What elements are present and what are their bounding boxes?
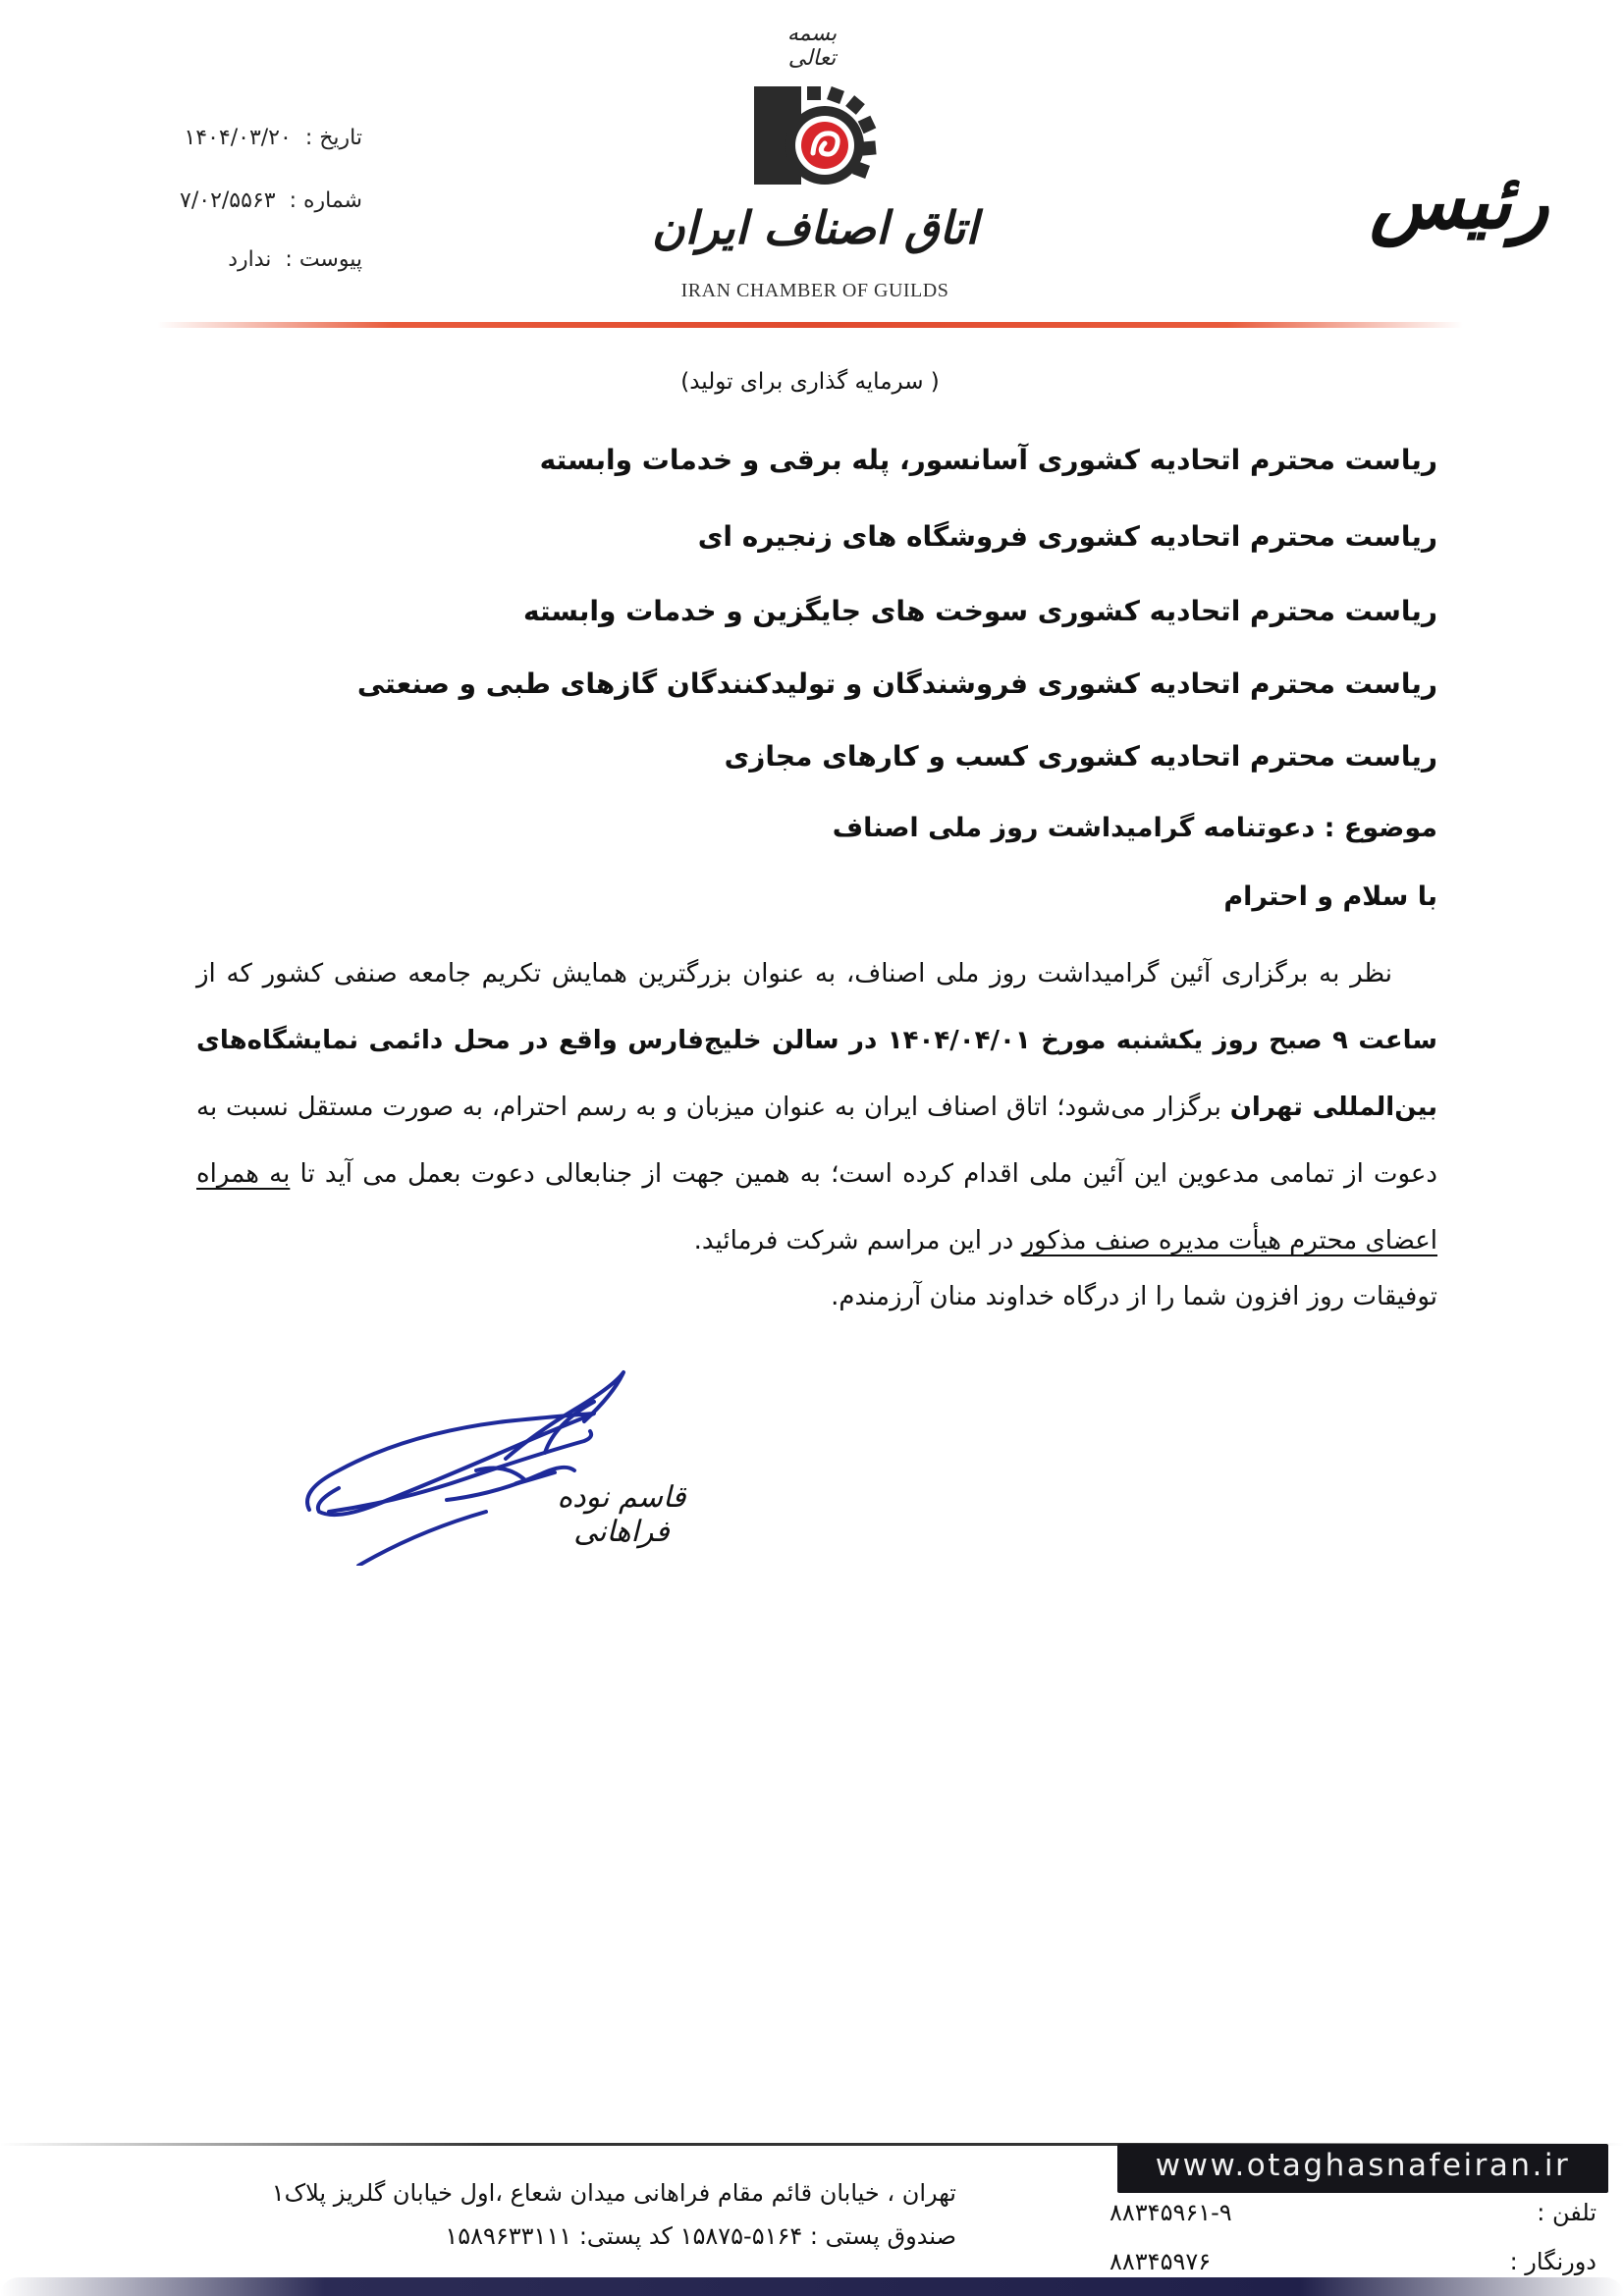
number-value: ۷/۰۲/۵۵۶۳ <box>180 188 276 213</box>
recipient-line: ریاست محترم اتحادیه کشوری کسب و کارهای مجازی <box>724 740 1437 773</box>
phone-label: تلفن : <box>1537 2199 1597 2226</box>
bismillah-text: بسمه تعالی <box>786 22 838 71</box>
meta-date-row <box>68 126 362 150</box>
meta-number-row <box>68 188 362 213</box>
fax-value: ۸۸۳۴۵۹۷۶ <box>1110 2248 1212 2275</box>
org-name-persian: اتاق اصناف ایران <box>651 201 979 254</box>
phone-value: ۸۸۳۴۵۹۶۱-۹ <box>1110 2199 1232 2226</box>
number-label: شماره : <box>289 188 362 213</box>
meta-attachment-row <box>68 247 362 272</box>
signer-name: قاسم نوده فراهانی <box>557 1480 686 1549</box>
org-name-english: IRAN CHAMBER OF GUILDS <box>680 280 949 301</box>
office-title: رئیس <box>1370 157 1549 246</box>
body-text-part1: نظر به برگزاری آئین گرامیداشت روز ملی اصناف، به عنوان بزرگترین همایش تکریم جامعه صنفی کشور که از <box>196 959 1392 988</box>
body-text-underlined: به همراه اعضای محترم هیأت مدیره صنف مذکور <box>196 1159 1437 1255</box>
address-line-2: صندوق پستی : ۵۱۶۴-۱۵۸۷۵ کد پستی: ۱۵۸۹۶۳۳۱۱۱ <box>445 2222 956 2250</box>
attachment-label: پیوست : <box>285 247 362 272</box>
recipient-line: ریاست محترم اتحادیه کشوری آسانسور، پله برقی و خدمات وابسته <box>539 444 1437 476</box>
letter-subject: موضوع : دعوتنامه گرامیداشت روز ملی اصناف <box>832 813 1437 843</box>
body-text-part2: برگزار می‌شود؛ اتاق اصناف ایران به عنوان میزبان و به رسم احترام، به صورت مستقل نسبت به دعوت از تمامی مدعوین این آئین ملی اقدام کرده است؛ به همین جهت از جنابعالی دعوت بعمل می آید تا <box>196 1093 1438 1189</box>
slogan: ( سرمایه گذاری برای تولید) <box>680 369 940 395</box>
letter-closing: توفیقات روز افزون شما را از درگاه خداوند منان آرزمندم. <box>831 1282 1437 1311</box>
fax-label: دورنگار : <box>1509 2248 1597 2275</box>
iran-chamber-of-guilds-logo <box>752 84 878 192</box>
body-text-part3: در این مراسم شرکت فرمائید. <box>693 1226 1014 1255</box>
footer-bottom-band <box>0 2277 1624 2296</box>
attachment-value: ندارد <box>228 247 272 272</box>
recipient-line: ریاست محترم اتحادیه کشوری فروشگاه های زنجیره ای <box>697 520 1437 553</box>
letter-greeting: با سلام و احترام <box>1223 881 1437 912</box>
header-divider <box>157 322 1463 328</box>
body-text-event-details: ساعت ۹ صبح روز یکشنبه مورخ ۱۴۰۴/۰۴/۰۱ در سالن خلیج‌فارس واقع در محل دائمی نمایشگاه‌های بین‌المللی تهران <box>196 1026 1437 1122</box>
recipient-line: ریاست محترم اتحادیه کشوری فروشندگان و تولیدکنندگان گازهای طبی و صنعتی <box>356 667 1437 700</box>
website-link[interactable]: www.otaghasnafeiran.ir <box>1155 2148 1571 2183</box>
date-value: ۱۴۰۴/۰۳/۲۰ <box>184 126 292 150</box>
address-line-1: تهران ، خیابان قائم مقام فراهانی میدان شعاع ،اول خیابان گلریز پلاک۱ <box>271 2179 956 2207</box>
recipient-line: ریاست محترم اتحادیه کشوری سوخت های جایگزین و خدمات وابسته <box>523 595 1437 627</box>
letter-body-paragraph <box>196 940 1437 1274</box>
date-label: تاریخ : <box>304 126 362 150</box>
